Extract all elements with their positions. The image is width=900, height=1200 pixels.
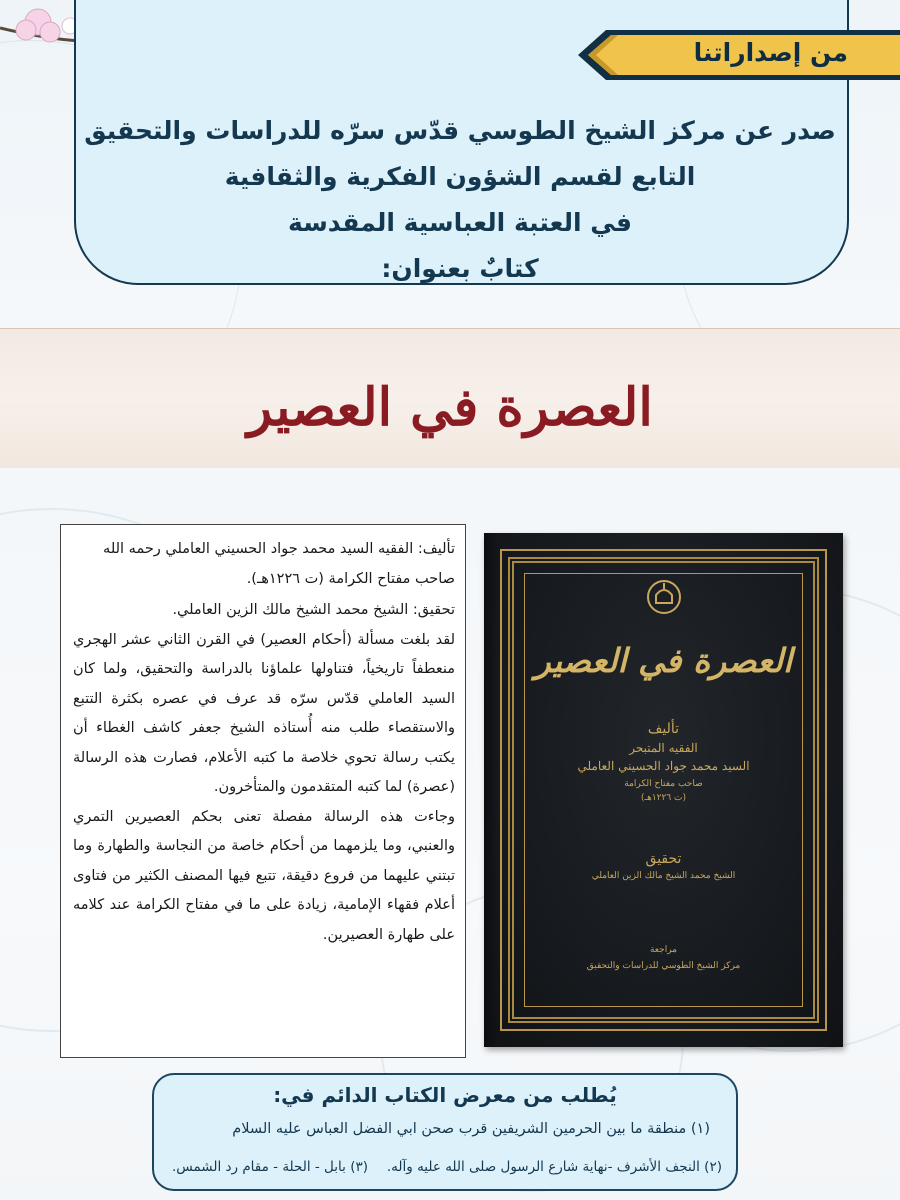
- cover-author-title: الفقيه المتبحر: [629, 741, 698, 755]
- book-cover: [484, 533, 843, 1047]
- order-title: يُطلب من معرض الكتاب الدائم في:: [273, 1083, 617, 1107]
- cover-by-label: تأليف: [647, 721, 680, 737]
- cover-editor-name: الشيخ محمد الشيخ مالك الزين العاملي: [591, 871, 736, 881]
- cover-author-date: (ت ١٢٢٦هـ): [640, 793, 687, 803]
- title-band: [0, 328, 900, 470]
- description-box: [60, 524, 466, 1058]
- intro-text: [80, 108, 840, 292]
- author-sub: صاحب مفتاح الكرامة (ت ١٢٢٦هـ).: [246, 570, 455, 587]
- ribbon-label: من إصداراتنا: [693, 38, 848, 67]
- order-location-2: (٢) النجف الأشرف -نهاية شارع الرسول صلى الله عليه وآله.: [386, 1159, 722, 1175]
- intro-line-4: كتابٌ بعنوان:: [381, 254, 539, 283]
- intro-line-3: في العتبة العباسية المقدسة: [288, 208, 632, 237]
- publications-ribbon: [578, 30, 900, 80]
- description-paragraph-1: لقد بلغت مسألة (أحكام العصير) في القرن الثاني عشر الهجري منعطفاً تاريخياً، فتناولها علماؤنا بالدراسة والتحقيق، ولما كان السيد العاملي قدّس سرّه قد عرف في عصره بكثرة التتبع والاستقصاء طلب منه أُستاذه الشيخ جعفر كاشف الغطاء أن يكتب رسالة تحوي خلاصة ما كتبه الأعلام، فصارت هذه الرسالة (عصرة) لما كتبه المتقدمون والمتأخرون.: [73, 631, 455, 795]
- description-paragraph-2: وجاءت هذه الرسالة مفصلة تعنى بحكم العصيرين التمري والعنبي، وما يلزمهما من أحكام خاصة من النجاسة والطهارة وما تبتني عليهما من فروع دقيقة، تتبع فيها المصنف الكثير من فتاوى أعلام فقهاء الإمامية، زيادة على ما في مفتاح الكرامة عند كلامه على طهارة العصيرين.: [73, 808, 455, 943]
- cover-author-sub: صاحب مفتاح الكرامة: [624, 779, 703, 789]
- cover-title: العصرة في العصير: [534, 641, 793, 680]
- cover-review-label: مراجعة: [649, 945, 678, 955]
- book-title-heading: العصرة في العصير: [247, 377, 653, 438]
- intro-line-2: التابع لقسم الشؤون الفكرية والثقافية: [224, 162, 696, 191]
- cover-author-name: السيد محمد جواد الحسيني العاملي: [577, 759, 750, 773]
- cover-editor-label: تحقيق: [645, 851, 682, 867]
- order-info-box: [152, 1073, 738, 1191]
- editor-line: تحقيق: الشيخ محمد الشيخ مالك الزين العاملي.: [172, 602, 455, 618]
- intro-line-1: صدر عن مركز الشيخ الطوسي قدّس سرّه للدراسات والتحقيق: [84, 116, 836, 145]
- cover-center-name: مركز الشيخ الطوسي للدراسات والتحقيق: [586, 961, 741, 971]
- order-location-1: (١) منطقة ما بين الحرمين الشريفين قرب صحن ابي الفضل العباس عليه السلام: [232, 1121, 710, 1137]
- author-line: تأليف: الفقيه السيد محمد جواد الحسيني العاملي رحمه الله: [103, 541, 455, 557]
- shrine-emblem-icon: [644, 577, 684, 617]
- order-location-3: (٣) بابل - الحلة - مقام رد الشمس.: [172, 1159, 369, 1175]
